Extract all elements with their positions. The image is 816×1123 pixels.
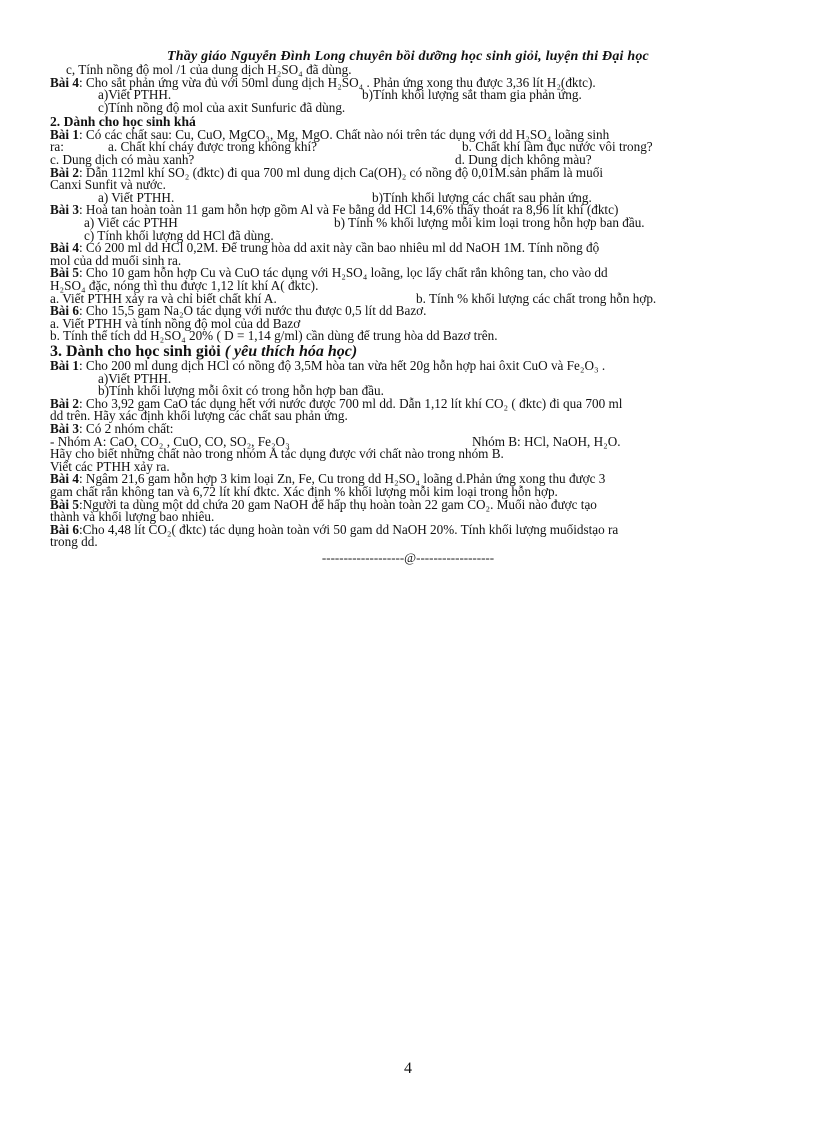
- question-text: :Người ta dùng một dd chứa 20 gam NaOH để hấp thụ hoàn toàn 22 gam CO₂. Muối nào được tạo: [78, 496, 597, 512]
- question-text: : Cho sắt phản ứng vừa đủ với 50ml dung dịch H₂SO₄ . Phản ứng xong thu được 3,36 lít H₂(đktc).: [78, 74, 596, 90]
- option-a: a. Viết PTHH và tính nồng độ mol của dd Bazơ: [50, 315, 301, 331]
- question-text: : Hoà tan hoàn toàn 11 gam hỗn hợp gồm Al và Fe bằng dd HCl 14,6% thấy thoát ra 8,96 lít khí (đktc): [78, 202, 619, 218]
- end-divider: -------------------@------------------: [321, 549, 495, 565]
- question-text: : Có 200 ml dd HCl 0,2M. Để trung hòa dd axit này cần bao nhiêu ml dd NaOH 1M. Tính nồng độ: [78, 240, 600, 256]
- option-b: b)Tính khối lượng các chất sau phản ứng.: [372, 189, 592, 205]
- section-2-title: 2. Dành cho học sinh khá: [50, 114, 196, 130]
- question-text: thành và khối lượng bao nhiêu.: [50, 509, 215, 525]
- option-c: c)Tính nồng độ mol của axit Sunfuric đã dùng.: [98, 99, 346, 115]
- question-label: Bài 1: [50, 357, 79, 373]
- option-c: c. Dung dịch có màu xanh?: [50, 152, 195, 168]
- option-d: d. Dung dịch không màu?: [455, 152, 592, 168]
- question-label: Bài 5: [50, 265, 79, 281]
- section-title-sub: ( yêu thích hóa học): [224, 342, 358, 360]
- worksheet-page: [50, 50, 766, 565]
- option-a: a)Viết PTHH.: [98, 370, 172, 386]
- page-header: Thầy giáo Nguyễn Đình Long chuyên bồi dưỡng học sinh giỏi, luyện thi Đại học: [167, 50, 649, 64]
- question-text: Canxi Sunfit và nước.: [50, 177, 166, 193]
- question-text: : Cho 10 gam hỗn hợp Cu và CuO tác dụng với H₂SO₄ loãng, lọc lấy chất rắn không tan, cho vào dd: [78, 265, 608, 281]
- question-text: Hãy cho biết những chất nào trong nhóm A tác dụng được với chất nào trong nhóm B.: [50, 446, 504, 462]
- question-s3-b6: [50, 521, 766, 537]
- question-label: Bài 4: [50, 74, 79, 90]
- question-text: mol của dd muối sinh ra.: [50, 252, 182, 268]
- group-b: Nhóm B: HCl, NaOH, H₂O.: [472, 433, 621, 449]
- question-text: dd trên. Hãy xác định khối lượng các chất sau phản ứng.: [50, 408, 348, 424]
- question-label: Bài 5: [50, 496, 79, 512]
- question-text: Viết các PTHH xảy ra.: [50, 458, 170, 474]
- question-text: : Cho 200 ml dung dịch HCl có nồng độ 3,5M hòa tan vừa hết 20g hỗn hợp hai ôxit CuO và Fe₂O₃ .: [78, 357, 606, 373]
- question-line: c, Tính nồng độ mol /1 của dung dịch H₂SO₄ đã dùng.: [66, 62, 352, 77]
- question-label: Bài 1: [50, 126, 79, 142]
- question-text: :Cho 4,48 lít CO₂( đktc) tác dụng hoàn toàn với 50 gam dd NaOH 20%. Tính khối lượng muốidstạo ra: [78, 521, 619, 537]
- question-text: ra:: [50, 139, 64, 155]
- option-a: a. Viết PTHH xảy ra và chỉ biết chất khí A.: [50, 290, 277, 306]
- page-number: 4: [404, 1060, 412, 1077]
- question-label: Bài 4: [50, 471, 79, 487]
- question-label: Bài 6: [50, 303, 79, 319]
- question-text: : Có 2 nhóm chất:: [78, 420, 174, 436]
- option-c: c) Tính khối lượng dd HCl đã dùng.: [84, 227, 274, 243]
- section-title-main: 3. Dành cho học sinh giỏi: [50, 342, 221, 360]
- option-a: a) Viết các PTHH: [84, 215, 178, 231]
- question-text: : Cho 15,5 gam Na₂O tác dụng với nước thu được 0,5 lít dd Bazơ.: [78, 303, 427, 319]
- option-b: b)Tính khối lượng sắt tham gia phản ứng.: [362, 87, 582, 103]
- option-b: b. Tính % khối lượng các chất trong hỗn hợp.: [416, 290, 657, 306]
- option-b: b. Chất khí làm đục nước vôi trong?: [462, 139, 653, 155]
- question-text: : Cho 3,92 gam CaO tác dụng hết với nước được 700 ml dd. Dẫn 1,12 lít khí CO₂ ( đktc) đi qua 700 ml: [78, 395, 623, 411]
- question-label: Bài 2: [50, 164, 79, 180]
- question-text: trong dd.: [50, 534, 98, 550]
- question-label: Bài 3: [50, 420, 79, 436]
- question-label: Bài 6: [50, 521, 79, 537]
- question-label: Bài 2: [50, 395, 79, 411]
- option-b: b. Tính thể tích dd H₂SO₄ 20% ( D = 1,14 g/ml) cần dùng để trung hòa dd Bazơ trên.: [50, 328, 498, 344]
- group-a: - Nhóm A: CaO, CO₂ , CuO, CO, SO₂, Fe₂O₃: [50, 433, 290, 449]
- question-label: Bài 3: [50, 202, 79, 218]
- question-text: : Có các chất sau: Cu, CuO, MgCO₃, Mg, MgO. Chất nào nói trên tác dụng với dd H₂SO₄ loãng sinh: [78, 126, 610, 142]
- question-text: H₂SO₄ đặc, nóng thì thu được 1,12 lít khí A( đktc).: [50, 278, 319, 293]
- option-a: a) Viết PTHH.: [98, 189, 175, 205]
- question-text: : Dẫn 112ml khí SO₂ (đktc) đi qua 700 ml dung dịch Ca(OH)₂ có nồng độ 0,01M.sản phẩm là muối: [78, 164, 604, 180]
- question-label: Bài 4: [50, 240, 79, 256]
- option-b: b)Tính khối lượng mỗi ôxit có trong hỗn hợp ban đầu.: [98, 383, 384, 399]
- option-b: b) Tính % khối lượng mỗi kim loại trong hỗn hợp ban đầu.: [334, 215, 645, 231]
- option-a: a. Chất khí cháy được trong không khí?: [108, 139, 317, 155]
- option-a: a)Viết PTHH.: [98, 87, 172, 103]
- question-text: : Ngâm 21,6 gam hỗn hợp 3 kim loại Zn, Fe, Cu trong dd H₂SO₄ loãng d.Phản ứng xong thu được 3: [78, 471, 606, 487]
- question-text: gam chất rắn không tan và 6,72 lít khí đktc. Xác định % khối lượng mỗi kim loại trong hỗn hợp.: [50, 483, 558, 499]
